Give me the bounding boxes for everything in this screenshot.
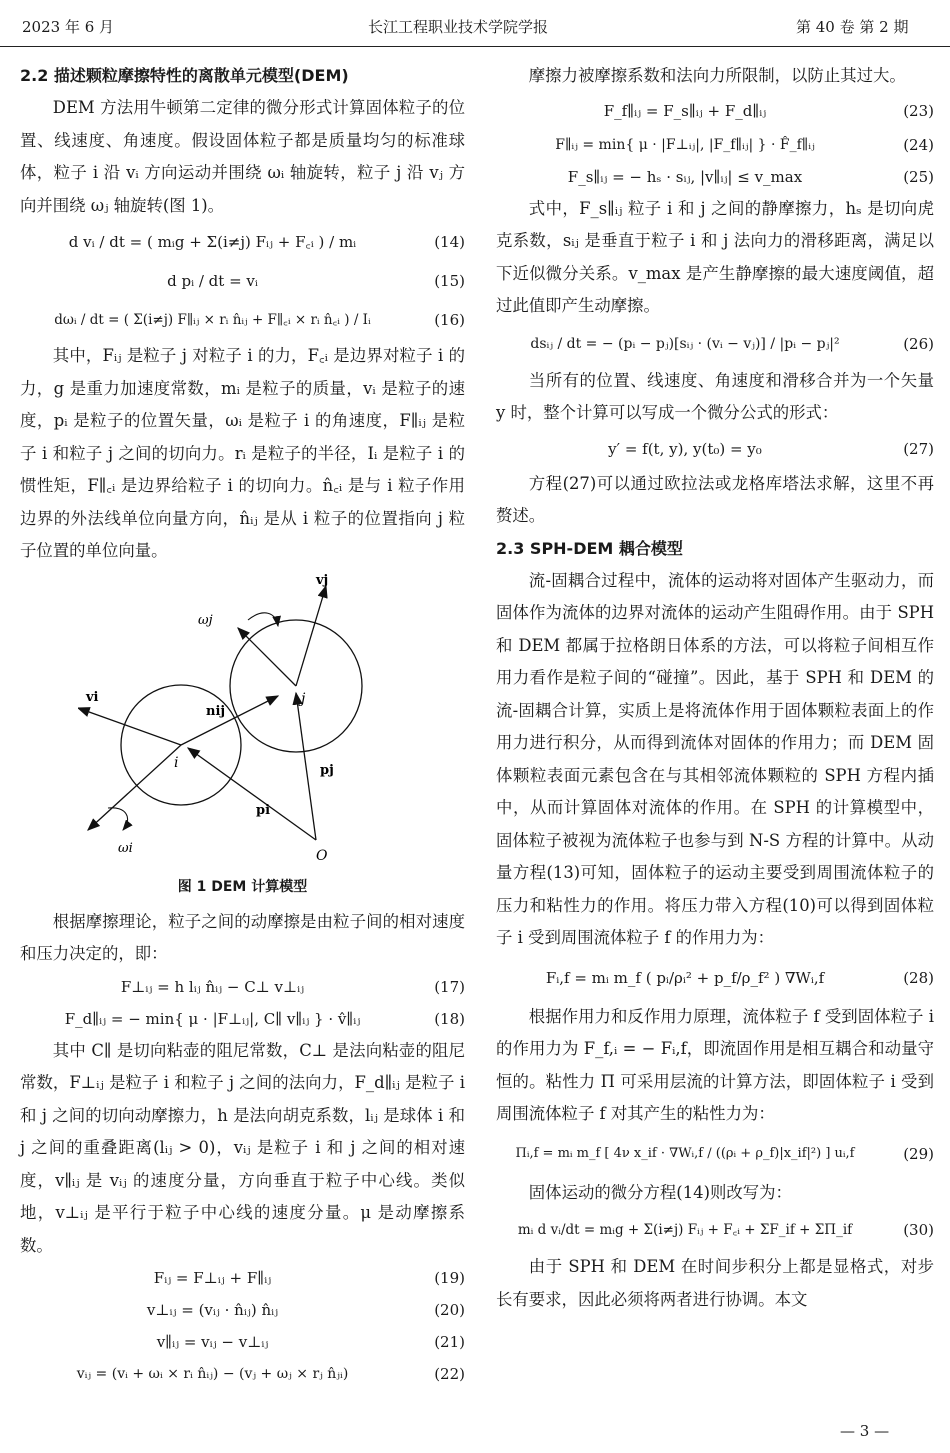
running-header [0,0,950,47]
equation-18: F_d∥ᵢⱼ = − min{ μ · |F⊥ᵢⱼ|, C∥ v∥ᵢⱼ } · v̂∥ᵢⱼ (18) [64,1009,465,1028]
label-wi: ωi [117,840,133,856]
section-heading-2-3: 2.3 SPH-DEM 耦合模型 [496,538,683,558]
equation-22: vᵢⱼ = (vᵢ + ωᵢ × rᵢ n̂ᵢⱼ) − (vⱼ + ωⱼ × rⱼ n̂ⱼᵢ) (22) [76,1365,465,1383]
equation-14: d vᵢ / dt = ( mᵢg + Σ(i≠j) Fᵢⱼ + F꜀ᵢ ) / mᵢ (14) [68,233,465,251]
paragraph: 流-固耦合过程中，流体的运动将对固体产生驱动力，而固体作为流体的边界对流体的运动产生阻碍作用。由于 SPH 和 DEM 都属于拉格朗日体系的方法，可以将粒子间相互作用力看作是粒子间的“碰撞”。因此，基于 SPH 和 DEM 的流-固耦合计算，实质上是将流体作用于固体颗粒表面上的作用力进行积分，从而得到流体对固体的作用力；而 DEM 固体颗粒表面元素包含在与其相邻流体颗粒的 SPH 方程内插中，从而计算固体对流体的作用。在 SPH 的计算模型中，固体粒子被视为流体粒子也参与到 N-S 方程的计算中。从动量方程(13)可知，固体粒子的运动主要受到周围流体粒子的压力和粘性力的作用。将压力带入方程(10)可以得到固体粒子 i 受到周围流体粒子 f 的作用力为： [496,570,934,947]
paragraph: 摩擦力被摩擦系数和法向力所限制，以防止其过大。 [528,66,906,85]
label-nij: nij [205,703,225,719]
label-pi: pi [255,802,270,818]
equation-17: F⊥ᵢⱼ = h lᵢⱼ n̂ᵢⱼ − C⊥ v⊥ᵢⱼ (17) [120,977,465,996]
equation-28: Fᵢ,f = mᵢ m_f ( pᵢ/ρᵢ² + p_f/ρ_f² ) ∇Wᵢ,f (28) [545,968,934,987]
pi-arrow [188,748,316,840]
pj-arrow [296,690,316,840]
label-i: i [173,754,178,771]
equation-26: dsᵢⱼ / dt = − (pᵢ − pⱼ)[sᵢⱼ · (vᵢ − vⱼ)] / |pᵢ − pⱼ|² (26) [530,334,934,353]
header-volume: 第 40 卷 第 2 期 [796,18,909,36]
vj-arrow [296,586,326,686]
equation-23: F_f∥ᵢⱼ = F_s∥ᵢⱼ + F_d∥ᵢⱼ (23) [603,101,934,120]
header-date: 2023 年 6 月 [22,18,115,36]
equation-16: dωᵢ / dt = ( Σ(i≠j) F∥ᵢⱼ × rᵢ n̂ᵢⱼ + F∥꜀ᵢ × rᵢ n̂꜀ᵢ ) / Iᵢ (16) [54,311,465,329]
equation-20: v⊥ᵢⱼ = (vᵢⱼ · n̂ᵢⱼ) n̂ᵢⱼ (20) [146,1301,465,1319]
wj-axis-arrow [238,628,296,686]
equation-15: d pᵢ / dt = vᵢ (15) [167,272,465,290]
equation-19: Fᵢⱼ = F⊥ᵢⱼ + F∥ᵢⱼ (19) [153,1269,465,1287]
paragraph: 根据摩擦理论，粒子之间的动摩擦是由粒子间的相对速度和压力决定的，即： [20,911,465,963]
paragraph: 当所有的位置、线速度、角速度和滑移合并为一个矢量 y 时，整个计算可以写成一个微分公式的形式： [496,370,934,422]
label-pj: pj [319,762,334,778]
label-vi: vi [85,689,98,705]
section-heading-2-2: 2.2 描述颗粒摩擦特性的离散单元模型(DEM) [20,66,349,85]
left-column [20,60,465,1390]
header-journal: 长江工程职业技术学院学报 [368,18,549,36]
paragraph: 固体运动的微分方程(14)则改写为： [528,1182,792,1202]
label-wj: ωj [197,612,213,628]
paragraph: 其中 C∥ 是切向粘壶的阻尼常数，C⊥ 是法向粘壶的阻尼常数，F⊥ᵢⱼ 是粒子 i 和粒子 j 之间的法向力，F_d∥ᵢⱼ 是粒子 i 和 j 之间的切向动摩擦力，h 是法向胡克系数，lᵢⱼ 是球体 i 和 j 之间的重叠距离(lᵢⱼ > 0)，vᵢⱼ 是粒子 i 和 j 之间的相对速度，v∥ᵢⱼ 是 vᵢⱼ 的速度分量，方向垂直于粒子中心线。类似地，v⊥ᵢⱼ 是平行于粒子中心线的速度分量。μ 是动摩擦系数。 [20,1040,465,1255]
paragraph: 由于 SPH 和 DEM 在时间步积分上都是显格式，对步长有要求，因此必须将两者进行协调。本文 [496,1257,934,1309]
figure-caption: 图 1 DEM 计算模型 [177,878,308,895]
right-column [496,60,934,1316]
label-vj: vj [315,572,328,588]
equation-25: F_s∥ᵢⱼ = − hₛ · sᵢⱼ, |v∥ᵢⱼ| ≤ v_max (25) [567,167,934,186]
equation-29: Πᵢ,f = mᵢ m_f [ 4ν x_if · ∇Wᵢ,f / ((ρᵢ + ρ_f)|x_if|²) ] uᵢ,f (29) [515,1144,934,1163]
wi-axis-arrow [88,745,181,830]
nij-arrow [181,696,278,745]
paragraph: 其中，Fᵢⱼ 是粒子 j 对粒子 i 的力，F꜀ᵢ 是边界对粒子 i 的力，g 是重力加速度常数，mᵢ 是粒子的质量，vᵢ 是粒子的速度，pᵢ 是粒子的位置矢量，ωᵢ 是粒子 i 的角速度，F∥ᵢⱼ 是粒子 i 和粒子 j 之间的切向力。rᵢ 是粒子的半径，Iᵢ 是粒子 i 的惯性矩，F∥꜀ᵢ 是边界给粒子 i 的切向力。n̂꜀ᵢ 是与 i 粒子作用边界的外法线单位向量方向，n̂ᵢⱼ 是从 i 粒子的位置指向 j 粒子位置的单位向量。 [20,346,465,560]
wi-rotation-arrow [108,807,128,829]
paragraph: 方程(27)可以通过欧拉法或龙格库塔法求解，这里不再赘述。 [496,473,934,525]
label-j: j [300,690,305,707]
label-o: O [315,847,327,864]
paragraph: DEM 方法用牛顿第二定律的微分形式计算固体粒子的位置、线速度、角速度。假设固体粒子都是质量均匀的标准球体，粒子 i 沿 vᵢ 方向运动并围绕 ωᵢ 轴旋转，粒子 j 沿 vⱼ 方向并围绕 ωⱼ 轴旋转(图 1)。 [20,98,465,215]
equation-24: F∥ᵢⱼ = min{ μ · |F⊥ᵢⱼ|, |F_f∥ᵢⱼ| } · F̂_f∥ᵢⱼ (24) [555,135,934,154]
dem-model-figure [78,568,408,868]
page-number: — 3 — [840,1422,890,1440]
equation-30: mᵢ d vᵢ/dt = mᵢg + Σ(i≠j) Fᵢⱼ + F꜀ᵢ + ΣF_if + ΣΠ_if (30) [517,1221,934,1239]
paragraph: 式中，F_s∥ᵢⱼ 粒子 i 和 j 之间的静摩擦力，hₛ 是切向虎克系数，sᵢⱼ 是垂直于粒子 i 和 j 法向力的滑移距离，满足以下近似微分关系。v_max 是产生静摩擦的最大速度阈值，超过此值即产生动摩擦。 [496,198,934,315]
equation-27: y′ = f(t, y), y(t₀) = y₀ (27) [608,439,934,458]
paragraph: 根据作用力和反作用力原理，流体粒子 f 受到固体粒子 i 的作用力为 F_f,ᵢ = − Fᵢ,f，即流固作用是相互耦合和动量守恒的。粘性力 Π 可采用层流的计算方法，即固体粒子 i 受到周围流体粒子 f 对其产生的粘性力为： [496,1006,934,1123]
equation-21: v∥ᵢⱼ = vᵢⱼ − v⊥ᵢⱼ (21) [156,1333,465,1351]
